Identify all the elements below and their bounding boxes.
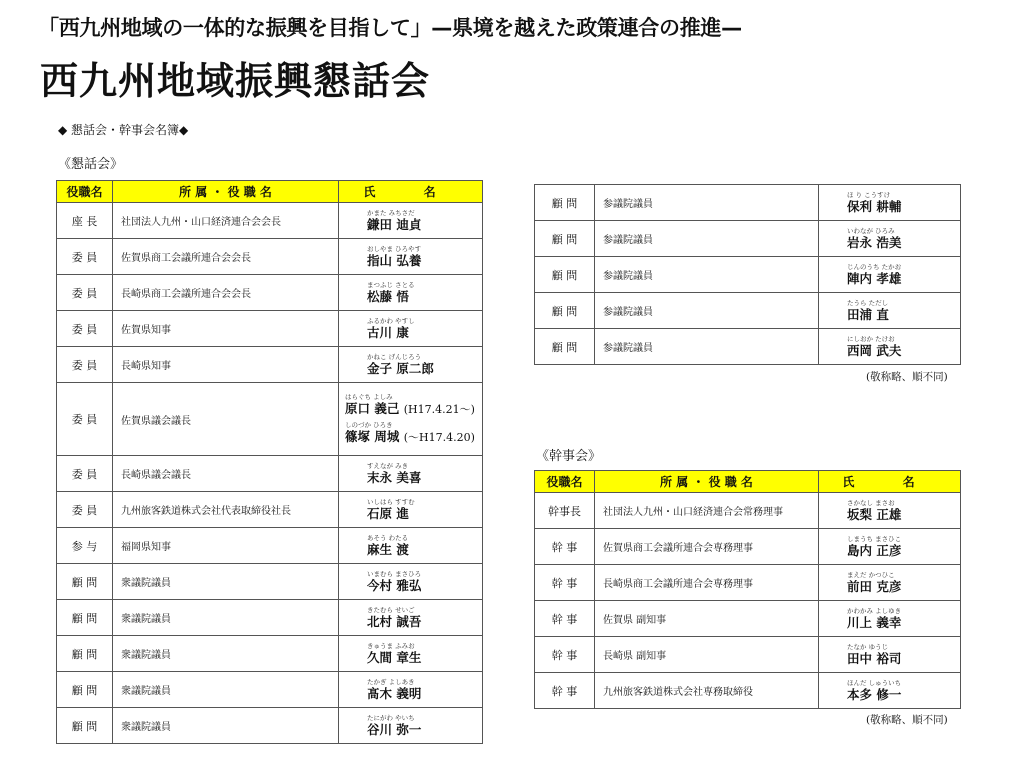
person-name-text: 陣内 孝雄 [847,270,902,286]
person-entry [367,245,421,268]
person-entry [367,534,409,557]
table-row [535,257,961,293]
name-reading: たうら ただし [847,298,889,307]
affiliation-cell: 佐賀県議会議長 [113,383,339,456]
header-name: 氏 名 [819,471,961,493]
name-reading: いしはら すすむ [367,497,415,506]
role-cell: 顧 問 [535,329,595,365]
person-name-text: 篠塚 周城 [345,429,400,444]
affiliation-cell: 九州旅客鉄道株式会社代表取締役社長 [113,492,339,528]
person-name [367,650,421,665]
name-cell [819,293,961,329]
role-cell: 顧 問 [535,257,595,293]
name-reading: たかぎ よしあき [367,677,415,686]
person-entry [847,607,901,630]
person-name-text: 末永 美喜 [367,469,422,485]
name-reading: かわかみ よしゆき [847,606,902,615]
person-entry [847,535,901,558]
name-reading: さかなし まさお [847,498,895,507]
table-row [535,493,961,529]
role-cell: 委 員 [57,383,113,456]
person-name [367,253,421,268]
person-name [345,401,475,417]
table-row [57,203,483,239]
table-row [57,311,483,347]
person-entry [367,281,415,304]
affiliation-cell: 社団法人九州・山口経済連合会会長 [113,203,339,239]
name-reading: おしやま ひろやす [367,244,422,253]
name-cell [819,673,961,709]
person-name [847,343,901,358]
name-reading: ほんだ しゅういち [847,678,902,687]
person-name-text: 島内 正彦 [847,542,902,558]
role-cell: 委 員 [57,275,113,311]
person-entry [847,335,901,358]
person-entry [367,209,421,232]
table-row [57,672,483,708]
affiliation-cell: 長崎県議会議長 [113,456,339,492]
name-cell [339,311,483,347]
header-affiliation: 所 属 ・ 役 職 名 [113,181,339,203]
table-row [57,347,483,383]
name-cell [339,528,483,564]
name-cell [339,203,483,239]
person-entry [847,499,901,522]
name-reading: にしおか たけお [847,334,895,343]
person-name [847,199,901,214]
affiliation-cell: 衆議院議員 [113,600,339,636]
name-reading: ふるかわ やすし [367,316,415,325]
role-cell: 委 員 [57,239,113,275]
name-cell [819,565,961,601]
affiliation-cell: 参議院議員 [595,185,819,221]
name-reading: きたむら せいご [367,605,415,614]
person-name [367,289,415,304]
name-reading: かねこ げんじろう [367,352,422,361]
name-reading: しのづか ひろき [345,421,393,429]
table-row [57,708,483,744]
person-name-text: 指山 弘養 [367,252,422,268]
header-name: 氏 名 [339,181,483,203]
kanjikai-body [535,493,961,709]
kondankai-label: 《懇話会》 [58,157,124,172]
affiliation-cell: 参議院議員 [595,293,819,329]
person-name [367,506,415,521]
person-name-text: 北村 誠吾 [367,613,422,629]
name-reading: あそう わたる [367,533,409,542]
table-row [535,185,961,221]
affiliation-cell: 長崎県商工会議所連合会専務理事 [595,565,819,601]
role-cell: 顧 問 [535,221,595,257]
role-cell: 幹 事 [535,529,595,565]
person-entry [847,571,901,594]
name-cell [819,185,961,221]
name-cell [339,600,483,636]
name-reading: たなか ゆうじ [847,642,889,651]
person-entry [367,714,421,737]
role-cell: 顧 問 [57,564,113,600]
name-reading: たにがわ やいち [367,713,415,722]
person-entry [367,462,421,485]
affiliation-cell: 佐賀県商工会議所連合会専務理事 [595,529,819,565]
affiliation-cell: 衆議院議員 [113,636,339,672]
role-cell: 顧 問 [57,672,113,708]
name-reading: はらぐち よしみ [345,393,393,401]
person-name-text: 原口 義己 [345,401,400,416]
person-name [367,614,421,629]
person-entry [847,227,901,250]
role-cell: 顧 問 [535,185,595,221]
person-name-text: 石原 進 [367,505,409,521]
person-entry [847,679,901,702]
name-cell [819,221,961,257]
name-cell [339,672,483,708]
person-name-text: 髙木 義明 [367,685,422,701]
person-entry [367,678,421,701]
person-name-text: 古川 康 [367,324,409,340]
role-cell: 幹 事 [535,673,595,709]
person-entry [367,317,415,340]
person-name-text: 谷川 弥一 [367,721,422,737]
person-name-text: 本多 修一 [847,686,902,702]
person-entry [847,299,889,322]
name-reading: いわなが ひろみ [847,226,895,235]
person-name [847,687,901,702]
affiliation-cell: 佐賀県商工会議所連合会会長 [113,239,339,275]
kondankai-table [56,180,483,744]
table-row [57,600,483,636]
name-cell [339,564,483,600]
table-row [535,221,961,257]
person-name [847,271,901,286]
person-entry [367,353,434,376]
person-name [847,579,901,594]
name-cell [819,529,961,565]
role-cell: 座 長 [57,203,113,239]
honorific-note: (敬称略、順不同) [866,714,948,726]
table-row [57,564,483,600]
name-cell [339,636,483,672]
person-name-text: 麻生 渡 [367,541,409,557]
person-name [345,429,475,445]
header-role: 役職名 [57,181,113,203]
person-name-text: 金子 原二郎 [367,360,434,376]
affiliation-cell: 社団法人九州・山口経済連合会常務理事 [595,493,819,529]
role-cell: 顧 問 [57,708,113,744]
role-cell: 顧 問 [57,600,113,636]
affiliation-cell: 九州旅客鉄道株式会社専務取締役 [595,673,819,709]
person-name-text: 田中 裕司 [847,650,902,666]
table-row [535,637,961,673]
role-cell: 参 与 [57,528,113,564]
affiliation-cell: 長崎県商工会議所連合会会長 [113,275,339,311]
table-row [535,293,961,329]
name-reading: しまうち まさひこ [847,534,902,543]
name-reading: まえだ かつひこ [847,570,895,579]
table-row [57,275,483,311]
name-cell [339,239,483,275]
person-name [847,307,889,322]
person-entry [345,393,475,417]
affiliation-cell: 参議院議員 [595,329,819,365]
person-name-text: 川上 義幸 [847,614,902,630]
kondankai-cont-body [535,185,961,365]
kondankai-body [57,203,483,744]
person-name [367,722,421,737]
table-row [535,601,961,637]
table-row [57,528,483,564]
table-row [535,529,961,565]
role-cell: 委 員 [57,492,113,528]
table-row [57,456,483,492]
person-entry [367,498,415,521]
affiliation-cell: 衆議院議員 [113,708,339,744]
person-name-text: 田浦 直 [847,306,889,322]
kanjikai-label: 《幹事会》 [536,449,602,464]
person-name-text: 久間 章生 [367,649,422,665]
role-cell: 幹 事 [535,565,595,601]
table-row [535,673,961,709]
person-name [367,542,409,557]
affiliation-cell: 佐賀県知事 [113,311,339,347]
table-row [57,492,483,528]
table-row [57,636,483,672]
name-reading: きゅうま ふみお [367,641,415,650]
role-cell: 幹 事 [535,601,595,637]
affiliation-cell: 福岡県知事 [113,528,339,564]
person-name [847,651,901,666]
name-reading: ほ り こうすけ [847,190,891,199]
person-entry [847,643,901,666]
affiliation-cell: 衆議院議員 [113,564,339,600]
name-reading: いまむら まさひろ [367,569,422,578]
name-cell [819,329,961,365]
name-cell [819,637,961,673]
name-reading: じんのうち たかお [847,262,902,271]
header-affiliation: 所 属 ・ 役 職 名 [595,471,819,493]
affiliation-cell: 参議院議員 [595,221,819,257]
name-cell [819,601,961,637]
person-name-text: 鎌田 迪貞 [367,216,422,232]
person-name [367,361,434,376]
person-entry [367,570,421,593]
role-cell: 顧 問 [57,636,113,672]
name-cell [339,708,483,744]
name-cell [819,257,961,293]
table-header-row [535,471,961,493]
table-row [57,239,483,275]
roster-heading: ◆ 懇話会・幹事会名簿◆ [58,123,189,137]
person-entry [367,642,421,665]
person-name-text: 前田 克彦 [847,578,902,594]
person-name-text: 今村 雅弘 [367,577,422,593]
person-name-text: 西岡 武夫 [847,342,902,358]
role-cell: 顧 問 [535,293,595,329]
role-cell: 幹事長 [535,493,595,529]
table-row [535,329,961,365]
name-cell [339,456,483,492]
role-cell: 委 員 [57,347,113,383]
table-row [57,383,483,456]
person-name-text: 保利 耕輔 [847,198,902,214]
tenure-period: (～H17.4.20) [403,431,475,444]
role-cell: 幹 事 [535,637,595,673]
person-entry [367,606,421,629]
person-name [847,507,901,522]
person-name [367,686,421,701]
tenure-period: (H17.4.21～) [403,403,475,416]
person-name [847,543,901,558]
person-name [367,470,421,485]
honorific-note: (敬称略、順不同) [866,371,948,383]
name-cell [819,493,961,529]
person-name [847,615,901,630]
kondankai-cont-table [534,184,961,365]
name-cell [339,347,483,383]
affiliation-cell: 長崎県 副知事 [595,637,819,673]
affiliation-cell: 参議院議員 [595,257,819,293]
person-name-text: 岩永 浩美 [847,234,902,250]
name-cell [339,492,483,528]
affiliation-cell: 長崎県知事 [113,347,339,383]
person-name-text: 坂梨 正雄 [847,506,902,522]
person-entry [847,191,901,214]
name-reading: まつふじ さとる [367,280,415,289]
name-reading: すえなが みき [367,461,409,470]
person-name [367,217,421,232]
affiliation-cell: 衆議院議員 [113,672,339,708]
person-name [847,235,901,250]
headline: 「西九州地域の一体的な振興を目指して」—県境を越えた政策連合の推進— [38,16,742,40]
name-cell [339,383,483,456]
table-header-row [57,181,483,203]
person-entry [345,421,475,445]
person-name [367,578,421,593]
name-reading: かまた みちさだ [367,208,415,217]
person-name-text: 松藤 悟 [367,288,409,304]
header-role: 役職名 [535,471,595,493]
affiliation-cell: 佐賀県 副知事 [595,601,819,637]
person-name [367,325,415,340]
role-cell: 委 員 [57,456,113,492]
person-entry [847,263,901,286]
name-cell [339,275,483,311]
role-cell: 委 員 [57,311,113,347]
page-title: 西九州地域振興懇話会 [40,59,431,103]
kanjikai-table [534,470,961,709]
table-row [535,565,961,601]
